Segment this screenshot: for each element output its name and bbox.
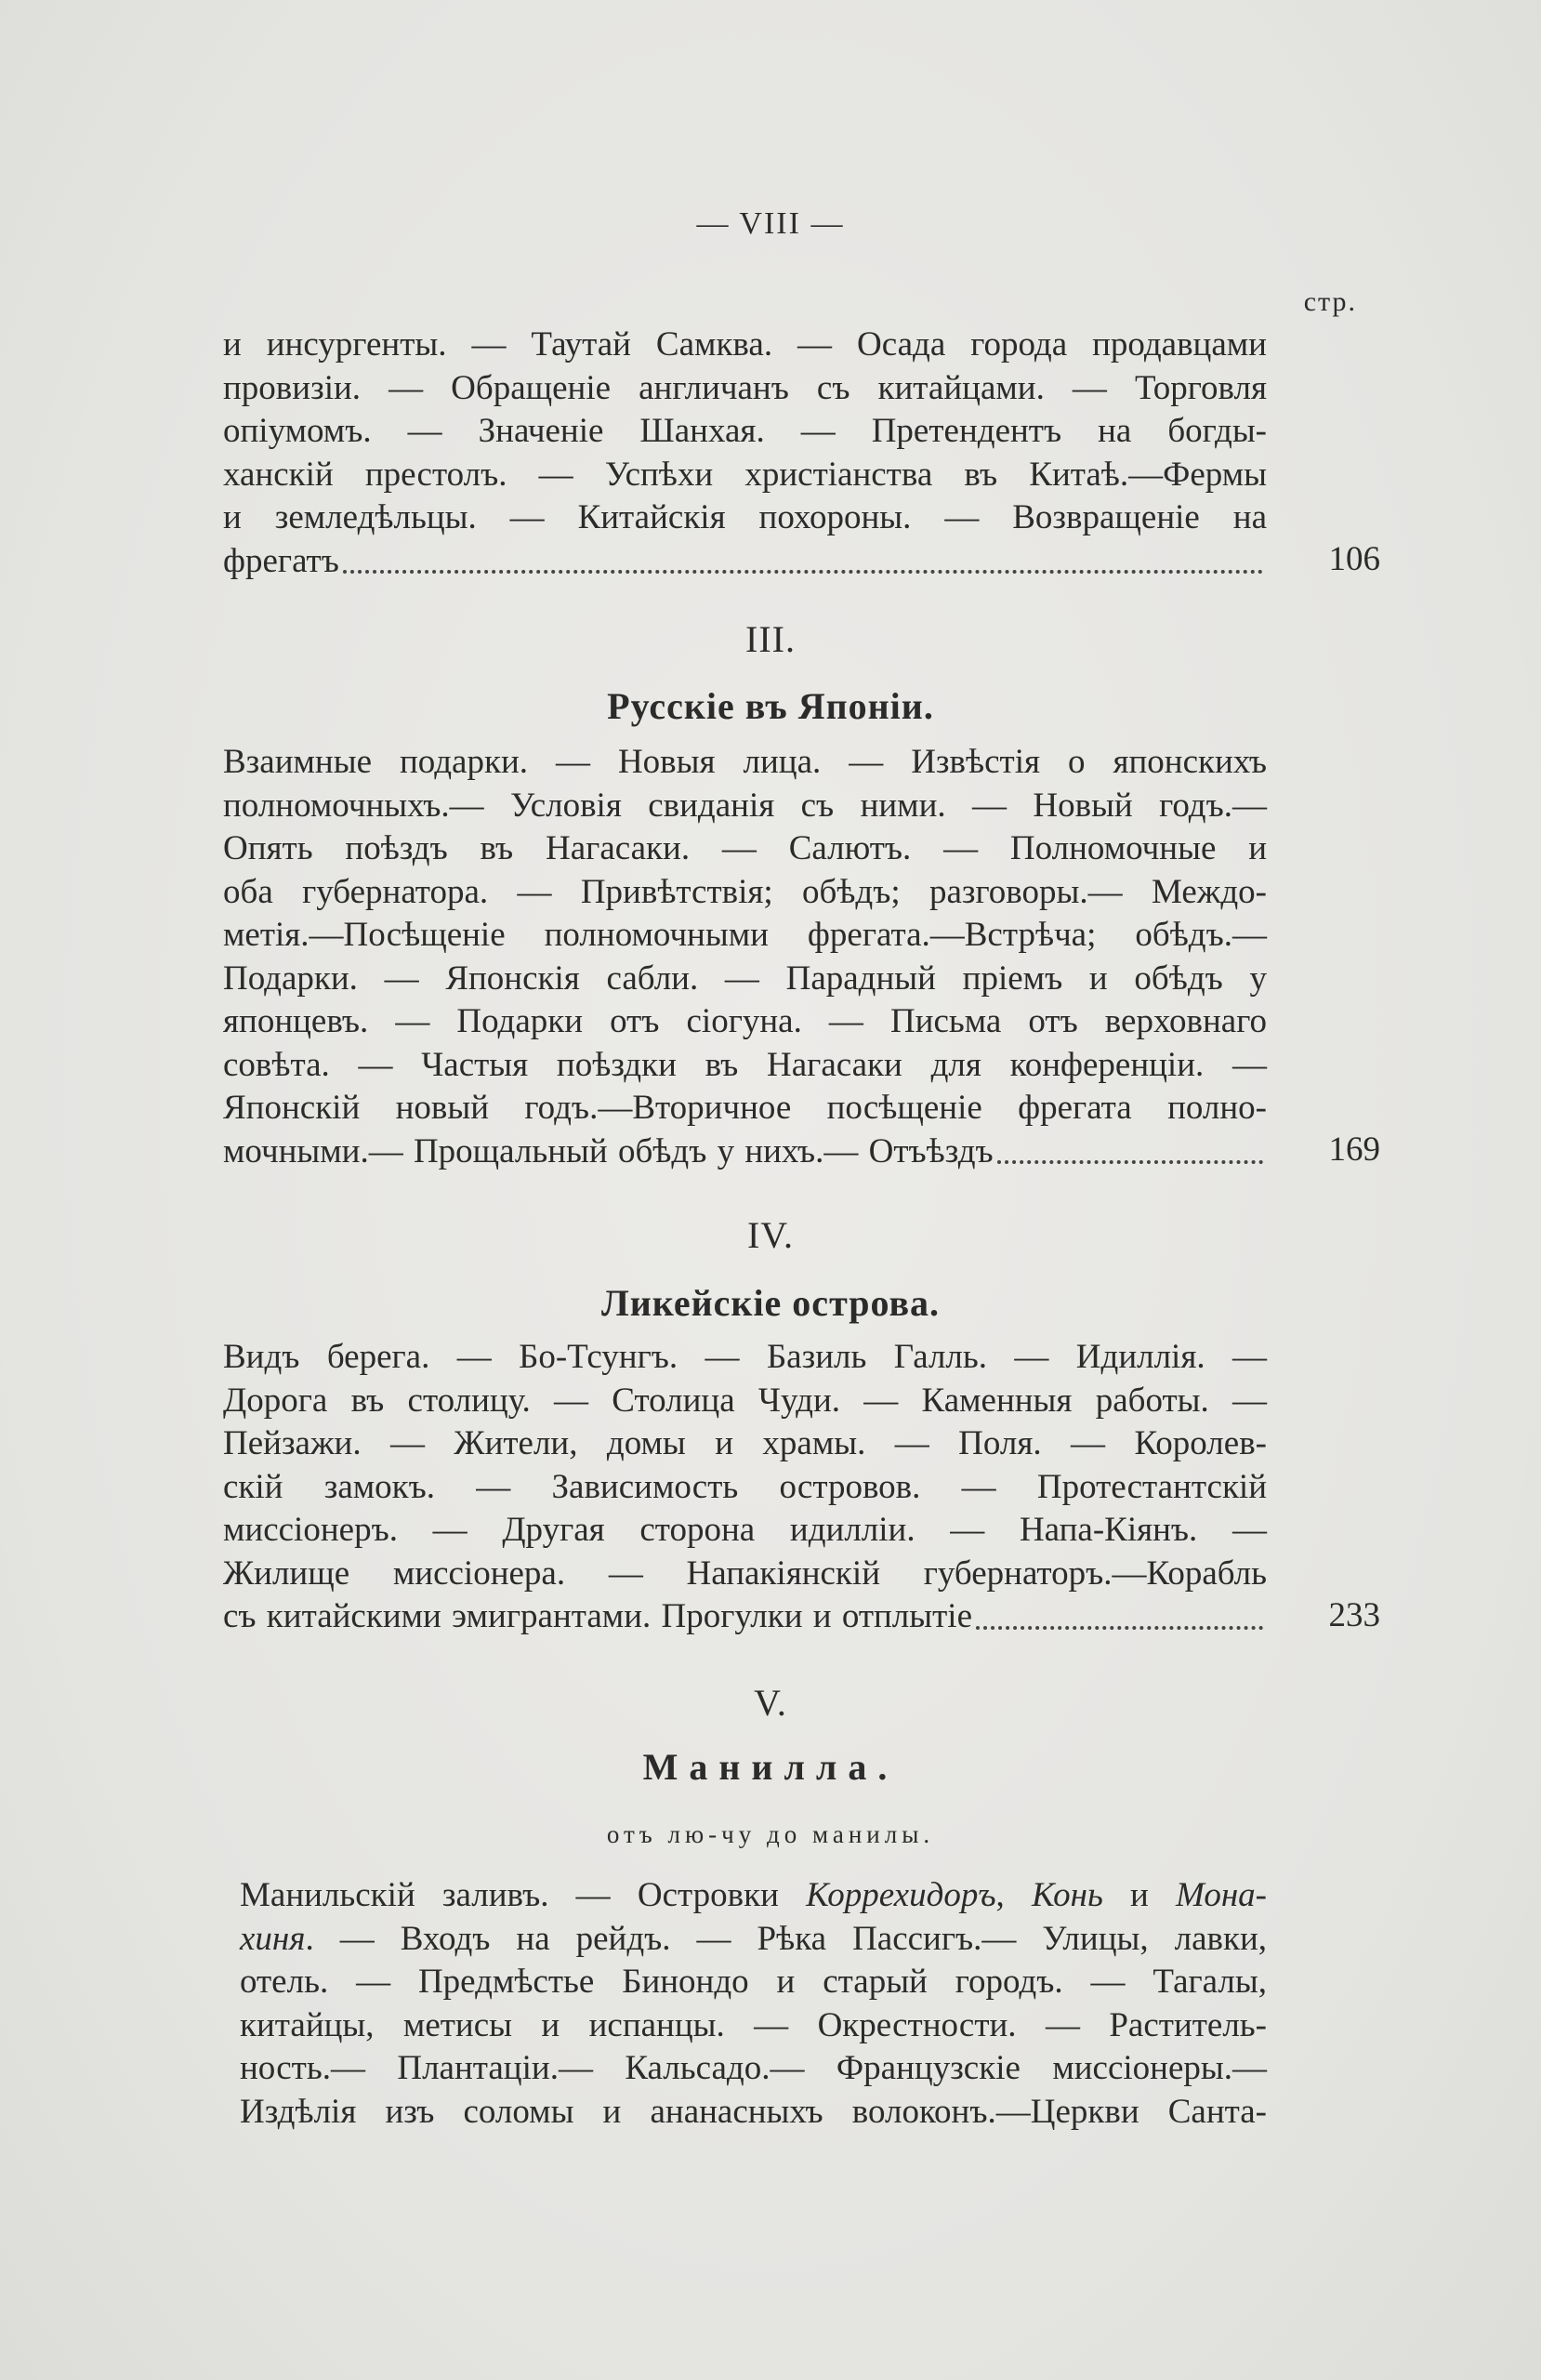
- running-head-page-number: — VIII —: [696, 206, 845, 241]
- dot-leader: [997, 1160, 1263, 1164]
- toc-line: [240, 1874, 1267, 1918]
- toc-line: мочными.— Прощальный обѣдъ у нихъ.— Отъѣздъ: [223, 1131, 994, 1170]
- chapter-title: Русскіе въ Японіи.: [607, 685, 934, 727]
- toc-text: Манильскій заливъ. — Островки: [240, 1876, 807, 1914]
- toc-line: Взаимные подарки. — Новыя лица. — Извѣстія о японскихъ: [223, 743, 1267, 781]
- toc-line: фрегатъ: [223, 541, 339, 580]
- toc-text: ,: [995, 1876, 1032, 1914]
- chapter-numeral: III.: [745, 618, 796, 660]
- toc-line: провизіи. — Обращеніе англичанъ съ китайцами. — Торговля: [223, 368, 1267, 407]
- chapter-subtitle: отъ лю-чу до манилы.: [606, 1820, 935, 1848]
- toc-line: опіумомъ. — Значеніе Шанхая. — Претендентъ на богды-: [223, 412, 1267, 450]
- toc-text: . — Входъ на рейдъ. — Рѣка Пассигъ.— Улицы, лавки,: [305, 1919, 1267, 1958]
- chapter-numeral: V.: [754, 1682, 787, 1724]
- toc-line: скій замокъ. — Зависимость островов. — Протестантскій: [223, 1467, 1267, 1506]
- toc-line: Издѣлія изъ соломы и ананасныхъ волоконъ.—Церкви Санта-: [240, 2092, 1267, 2131]
- toc-line-leader: [223, 540, 1267, 584]
- toc-line: китайцы, метисы и испанцы. — Окрестности. — Раститель-: [240, 2005, 1267, 2044]
- toc-line: и земледѣльцы. — Китайскія похороны. — Возвращеніе на: [223, 498, 1267, 536]
- toc-entry: [223, 741, 1267, 1173]
- page-number: 169: [1328, 1130, 1380, 1169]
- toc-text-italic: Коррехидоръ: [806, 1876, 996, 1914]
- toc-line: метія.—Посѣщеніе полномочными фрегата.—Встрѣча; обѣдъ.—: [223, 916, 1267, 954]
- toc-line-leader: [223, 1595, 1267, 1639]
- chapter-title: Манилла.: [642, 1746, 899, 1788]
- chapter-numeral: IV.: [746, 1214, 795, 1256]
- toc-line: полномочныхъ.— Условія свиданія съ ними. — Новый годъ.—: [223, 786, 1267, 825]
- toc-entry-continued: [223, 324, 1267, 583]
- toc-line: и инсургенты. — Таутай Самква. — Осада города продавцами: [223, 325, 1267, 364]
- dot-leader: [343, 570, 1263, 574]
- toc-line: совѣта. — Частыя поѣздки въ Нагасаки для конференціи. —: [223, 1045, 1267, 1084]
- toc-line: Пейзажи. — Жители, домы и храмы. — Поля. — Королев-: [223, 1424, 1267, 1462]
- toc-line: Видъ берега. — Бо-Тсунгъ. — Базиль Галль. — Идиллія. —: [223, 1338, 1267, 1376]
- toc-line: отель. — Предмѣстье Бинондо и старый городъ. — Тагалы,: [240, 1963, 1267, 2001]
- dot-leader: [976, 1626, 1263, 1630]
- toc-line: [240, 1918, 1267, 1962]
- toc-line: Жилище миссіонера. — Напакіянскій губернаторъ.—Корабль: [223, 1554, 1267, 1593]
- toc-text: и: [1102, 1876, 1177, 1914]
- toc-line: ханскій престолъ. — Успѣхи христіанства въ Китаѣ.—Фермы: [223, 455, 1267, 494]
- toc-line: Дорога въ столицу. — Столица Чуди. — Каменныя работы. —: [223, 1381, 1267, 1420]
- toc-line: миссіонеръ. — Другая сторона идилліи. — Напа-Кіянъ. —: [223, 1511, 1267, 1549]
- toc-entry: [240, 1874, 1267, 2134]
- toc-line: оба губернатора. — Привѣтствія; обѣдъ; разговоры.— Междо-: [223, 872, 1267, 911]
- toc-entry: [223, 1336, 1267, 1639]
- page-number: 106: [1328, 540, 1380, 578]
- toc-text-italic: Конь: [1031, 1876, 1103, 1914]
- toc-line: Опять поѣздъ въ Нагасаки. — Салютъ. — Полномочные и: [223, 829, 1267, 867]
- toc-text-italic: хиня: [240, 1919, 306, 1958]
- toc-text-italic: Мона-: [1176, 1876, 1268, 1914]
- page-number: 233: [1328, 1596, 1380, 1634]
- toc-line-leader: [223, 1130, 1267, 1174]
- toc-line: японцевъ. — Подарки отъ сіогуна. — Письма отъ верховнаго: [223, 1002, 1267, 1040]
- toc-line: Японскій новый годъ.—Вторичное посѣщеніе фрегата полно-: [223, 1089, 1267, 1127]
- chapter-title: Ликейскіе острова.: [600, 1282, 941, 1324]
- page-column-label: стр.: [1303, 286, 1357, 317]
- toc-line: ность.— Плантаціи.— Кальсадо.— Французскіе миссіонеры.—: [240, 2049, 1267, 2087]
- toc-line: Подарки. — Японскія сабли. — Парадный пріемъ и обѣдъ у: [223, 959, 1267, 998]
- toc-line: съ китайскими эмигрантами. Прогулки и отплытіе: [223, 1597, 973, 1635]
